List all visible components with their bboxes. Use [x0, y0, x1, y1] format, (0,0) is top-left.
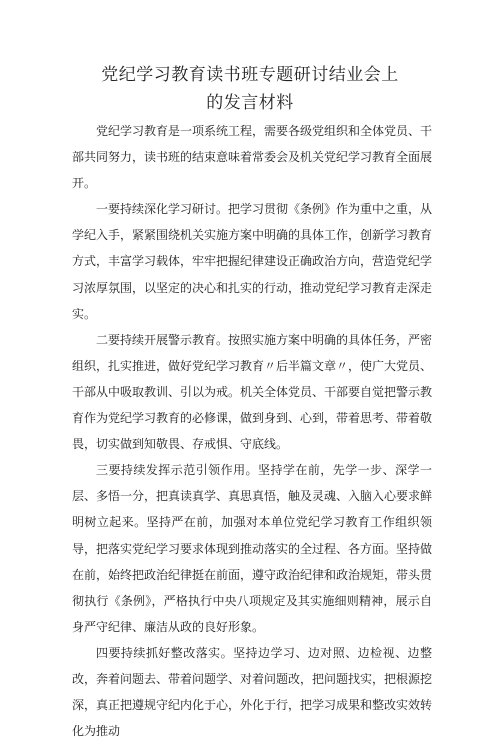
paragraph-point-3: 三要持续发挥示范引领作用。坚持学在前，先学一步、深学一层、多悟一分，把真读真学、真思真悟，触及灵魂、入脑入心要求鲜明树立起来。坚持严在前，加强对本单位党纪学习教育工作组织领导，把落实党纪学习要求体现到推动落实的全过程、各方面。坚持做在前，始终把政治纪律挺在前面，遵守政治纪律和政治规矩，带头贯彻执行《条例》，严格执行中央八项规定及其实施细则精神，展示自身严守纪律、廉洁从政的良好形象。: [72, 463, 433, 634]
document-title-line-1: 党纪学习教育读书班专题研讨结业会上: [101, 65, 399, 85]
paragraph-point-4: 四要持续抓好整改落实。坚持边学习、边对照、边检视、边整改，奔着问题去、带着问题学、对着问题改，把问题找实，把根源挖深，真正把遵规守纪内化于心，外化于行，把学习成果和整改实效转化为推动: [72, 645, 433, 739]
paragraph-point-1: 一要持续深化学习研讨。把学习贯彻《条例》作为重中之重，从学纪入手，紧紧围绕机关实施方案中明确的具体工作，创新学习教育方式，丰富学习载体，牢牢把握纪律建设正确政治方向，营造党纪学习浓厚氛围，以坚定的决心和扎实的行动，推动党纪学习教育走深走实。: [72, 202, 433, 321]
paragraph-point-2: 二要持续开展警示教育。按照实施方案中明确的具体任务，严密组织，扎实推进，做好党纪学习教育〃后半篇文章〃，使广大党员、干部从中吸取教训、引以为戒。机关全体党员、干部要自觉把警示教育作为党纪学习教育的必修课，做到身到、心到，带着思考、带着敬畏，切实做到知敬畏、存戒惧、守底线。: [72, 332, 433, 452]
document-title-line-2: 的发言材料: [206, 93, 294, 113]
paragraph-intro: 党纪学习教育是一项系统工程，需要各级党组织和全体党员、干部共同努力，读书班的结束意味着常委会及机关党纪学习教育全面展开。: [72, 124, 433, 191]
document-body: [72, 118, 432, 744]
